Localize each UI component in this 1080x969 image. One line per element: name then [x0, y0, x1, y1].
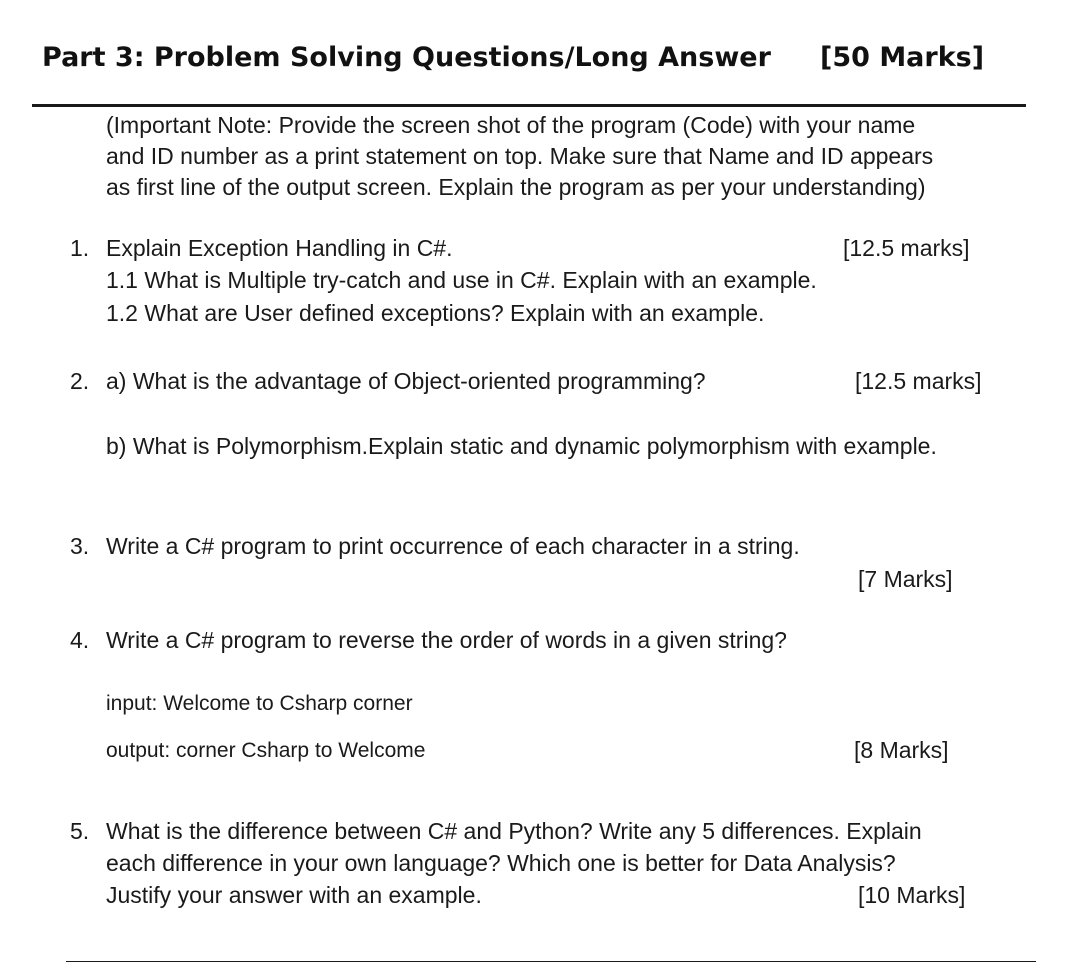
question-2-marks: [12.5 marks] — [855, 368, 982, 394]
question-4-number: 4. — [70, 627, 90, 653]
section-title: Part 3: Problem Solving Questions/Long Answer — [42, 42, 771, 73]
header-divider — [32, 104, 1026, 107]
note-line: (Important Note: Provide the screen shot of the program (Code) with your name — [106, 112, 916, 138]
question-1-number: 1. — [70, 235, 90, 261]
question-4-input: input: Welcome to Csharp corner — [106, 692, 413, 715]
question-1-sub-2: 1.2 What are User defined exceptions? Explain with an example. — [106, 300, 765, 326]
question-3-number: 3. — [70, 533, 90, 559]
question-5-line-1: What is the difference between C# and Python? Write any 5 differences. Explain — [106, 818, 922, 844]
question-3-text: Write a C# program to print occurrence of each character in a string. — [106, 533, 800, 559]
question-5-line-2: each difference in your own language? Which one is better for Data Analysis? — [106, 850, 896, 876]
question-2-part-a: a) What is the advantage of Object-oriented programming? — [106, 368, 706, 394]
note-line: and ID number as a print statement on top. Make sure that Name and ID appears — [106, 143, 934, 169]
question-2-part-b: b) What is Polymorphism.Explain static and dynamic polymorphism with example. — [106, 433, 937, 459]
question-1-text: Explain Exception Handling in C#. — [106, 235, 453, 261]
question-5-marks: [10 Marks] — [858, 882, 966, 908]
question-1-sub-1: 1.1 What is Multiple try-catch and use in C#. Explain with an example. — [106, 267, 817, 293]
question-2-number: 2. — [70, 368, 90, 394]
question-5-number: 5. — [70, 818, 90, 844]
question-1-marks: [12.5 marks] — [843, 235, 970, 261]
question-4-text: Write a C# program to reverse the order of words in a given string? — [106, 627, 787, 653]
total-marks: [50 Marks] — [820, 42, 985, 73]
question-4-output: output: corner Csharp to Welcome — [106, 739, 426, 762]
question-4-marks: [8 Marks] — [854, 737, 949, 763]
question-3-marks: [7 Marks] — [858, 566, 953, 592]
footer-divider — [66, 961, 1036, 962]
question-5-line-3: Justify your answer with an example. — [106, 882, 482, 908]
note-line: as first line of the output screen. Explain the program as per your understanding) — [106, 174, 926, 200]
important-note — [106, 110, 1004, 203]
